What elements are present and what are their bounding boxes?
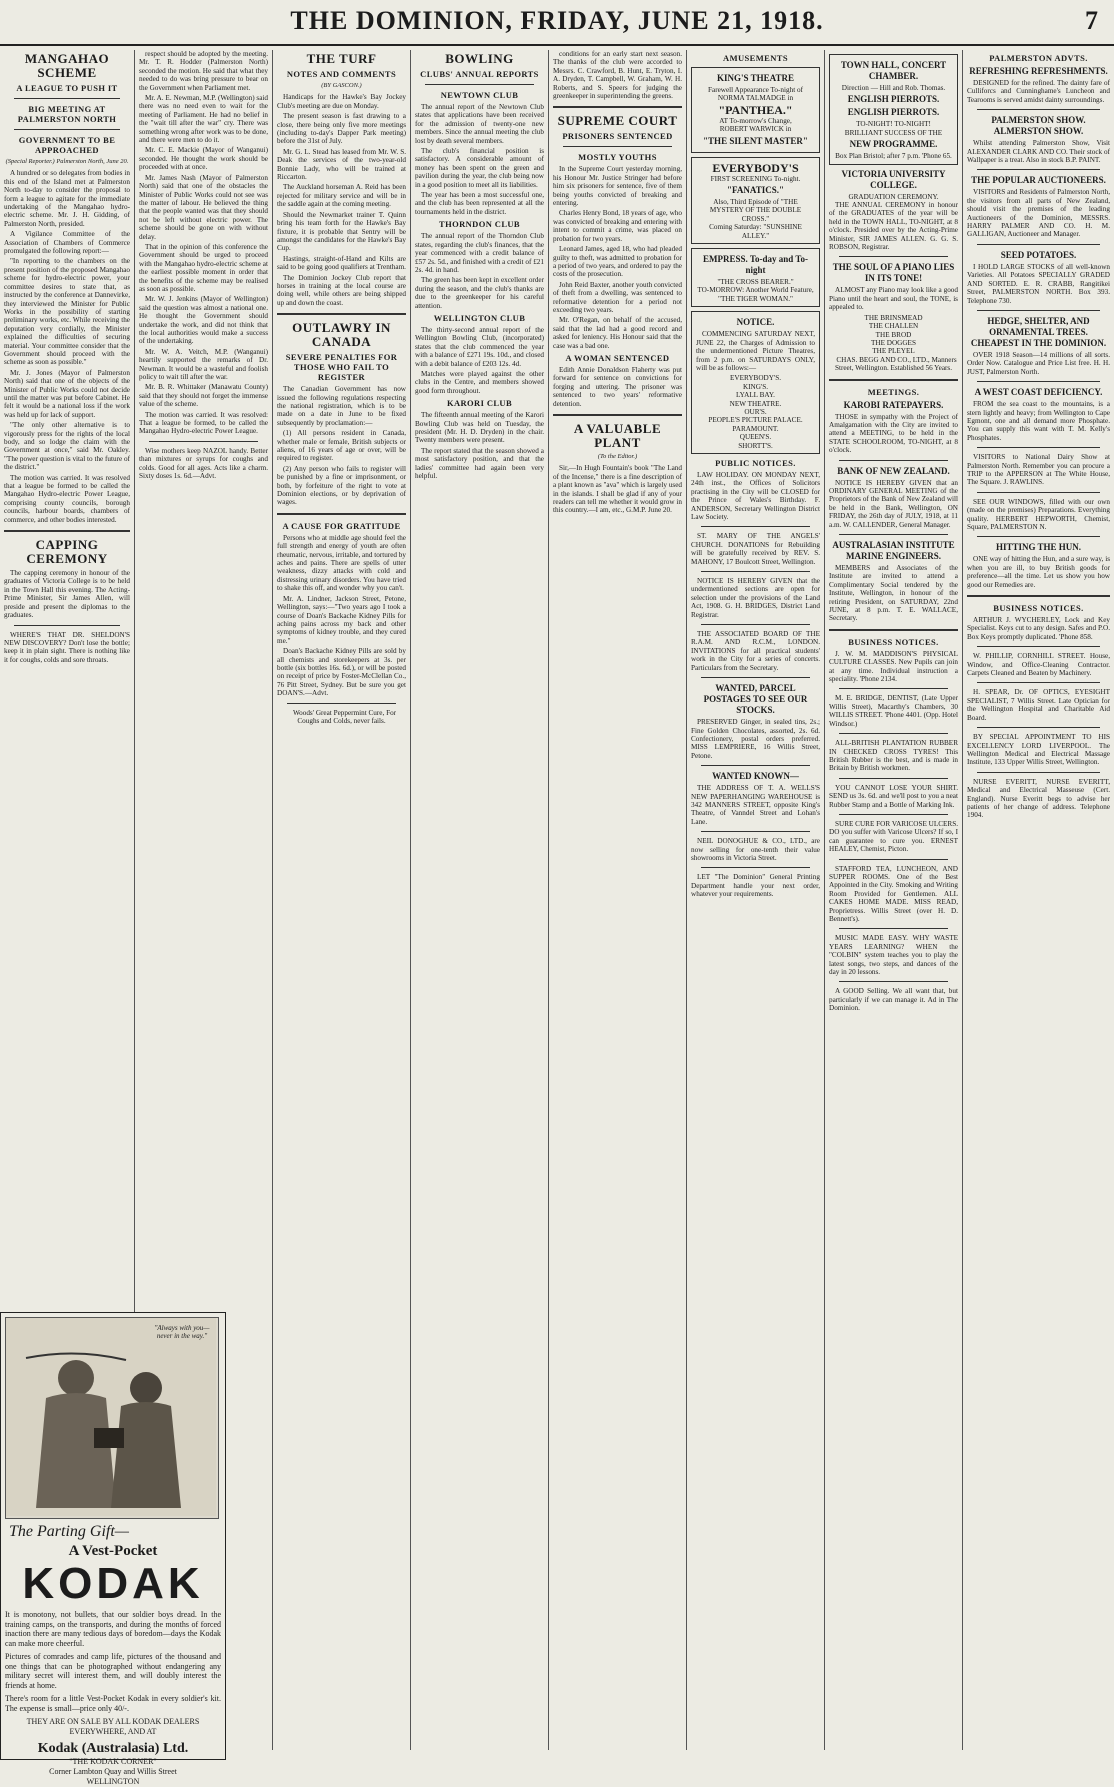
advertisement-text: WHERE'S THAT DR. SHELDON'S NEW DISCOVERY? Don't lose the bottle; keep it in plain sight. There is nothing like it for coughs, colds and sore throats. [4, 630, 130, 664]
divider [977, 310, 1100, 311]
section-heading: BUSINESS NOTICES. [993, 603, 1084, 614]
article-heading: OUTLAWRY IN CANADA [292, 320, 391, 350]
masthead-title: THE DOMINION, FRIDAY, JUNE 21, 1918. [290, 6, 824, 35]
kodak-address: Corner Lambton Quay and Willis Street [49, 1767, 177, 1776]
article-paragraph: The motion was carried. It was resolved: That a league be formed, to be called the Mangahao Hydro-electric Power League. [139, 410, 268, 436]
ad-body: VISITORS to National Dairy Show at Palmerston North. Remember you can procure a TRIP to the APPERSON at The White House, The Square. J. RAWLINS. [967, 453, 1110, 487]
divider [425, 84, 534, 85]
article-subheading: PRISONERS SENTENCED [562, 131, 673, 142]
article-paragraph: The thirty-second annual report of the Wellington Bowling Club, (incorporated) states that the club commenced the year with a balance of £271 19s. 10d., and closed with a debit balance of £203 12s. 4d. [415, 325, 544, 368]
divider [977, 772, 1100, 773]
article-paragraph: The Dominion Jockey Club report that horses in training at the local course are doing well, while others are being shipped up and down the coast. [277, 273, 406, 307]
ad-title: REFRESHING REFRESHMENTS. [969, 66, 1108, 76]
ad-title: PALMERSTON SHOW. ALMERSTON SHOW. [991, 115, 1086, 137]
business-notice: ALL-BRITISH PLANTATION RUBBER IN CHECKED CROSS TYRES! This British Rubber is the best, and is made in Britain by British workmen. [829, 739, 958, 773]
divider [4, 530, 130, 532]
ad-line: "THE TIGER WOMAN." [718, 294, 793, 303]
article-paragraph: Mr. A. Lindner, Jackson Street, Petone, Wellington, says:—"Two years ago I took a course of Doan's Backache Kidney Pills for aching pains across my back and other symptoms of kidney trouble, and they cured me." [277, 594, 406, 645]
ad-body: THE ANNUAL CEREMONY in honour of the GRADUATES of the year will be held in the TOWN HALL, TO-NIGHT, at 8 o'clock. Presided over by the Acting-Prime Minister, SIR JAMES ALLEN. G. G. S. ROBSON, Registrar. [829, 201, 958, 252]
divider [839, 859, 948, 860]
column-5 [549, 50, 686, 1750]
ad-title: EMPRESS. To-day and To-night [702, 254, 809, 276]
ad-line: NEW PROGRAMME. [849, 139, 938, 150]
business-notice: YOU CANNOT LOSE YOUR SHIRT. SEND us 3s. 6d. and we'll post to you a neat Rubber Stamp and a Bottle of Marking Ink. [829, 783, 958, 809]
town-hall-ad [829, 54, 958, 165]
ad-line: Box Plan Bristol; after 7 p.m. 'Phone 65. [835, 152, 952, 161]
article-paragraph: Should the Newmarket trainer T. Quinn bring his team forth for the Hawke's Bay fixture, it is probable that Sentry will be amongst the candidates for the Hawke's Bay Cup. [277, 210, 406, 253]
picture-theatres-notice [691, 311, 820, 454]
notice-list-item: PEOPLE'S PICTURE PALACE. [708, 416, 803, 425]
ad-body: OVER 1918 Season—14 millions of all sorts. Order Now. Catalogue and Price List free. H. H. JUST, Palmerston North. [967, 350, 1110, 376]
article-subheading: A LEAGUE TO PUSH IT [16, 83, 118, 93]
article-paragraph: The annual report of the Newtown Club states that applications have been received for the admission of twenty-one new members. Since the annual meeting the club lost by death several members. [415, 103, 544, 145]
column-2 [135, 50, 272, 1308]
article-subheading: A WOMAN SENTENCED [565, 352, 670, 363]
ad-body: SEE OUR WINDOWS, filled with our own (made on the premises) Preparations. Everything quality. HERBERT HEPWORTH, Chemist, Square, PALMERSTON N. [967, 497, 1110, 531]
ad-body: ONE way of hitting the Hun, and a sure way, is when you are ill, to buy British goods for preference—all the time. Let us show you how good our Remedies are. [967, 555, 1110, 589]
article-paragraph: Handicaps for the Hawke's Bay Jockey Club's meeting are due on Monday. [277, 93, 406, 110]
kings-theatre-ad [691, 67, 820, 153]
empress-ad [691, 248, 820, 307]
article-subheading: KARORI CLUB [446, 398, 513, 409]
ad-line: TO-NIGHT! TO-NIGHT! [856, 120, 931, 129]
business-notice: W. PHILLIP, CORNHILL STREET. House, Window, and Office-Cleaning Contractor. Carpets Cleaned and Beaten by Machinery. [967, 652, 1110, 678]
article-heading: SUPREME COURT [557, 113, 678, 129]
ad-title: HEDGE, SHELTER, AND ORNAMENTAL TREES. CHEAPEST IN THE DOMINION. [970, 315, 1107, 348]
ad-body: I HOLD LARGE STOCKS of all well-known Varieties. All Potatoes SPECIALLY GRADED AND SORTED. E. R. CRABB, Rangitikei Street, PALMERSTON NORTH. Box 393. Telephone 730. [967, 262, 1110, 305]
divider [977, 536, 1100, 537]
article-paragraph: Mr. C. E. Mackie (Mayor of Wanganui) seconded. He thought the work should be proceeded with at once. [139, 146, 268, 172]
ad-line: AT To-morrow's Change, [719, 116, 792, 125]
everybodys-ad [691, 157, 820, 244]
divider [563, 146, 672, 147]
section-heading: BUSINESS NOTICES. [848, 636, 939, 647]
kodak-advertisement [0, 1312, 226, 1786]
article-paragraph: Hastings, straight-of-Hand and Kilts are said to be going good qualifiers at Trentham. [277, 254, 406, 272]
business-notice: M. E. BRIDGE, DENTIST, (Late Upper Willis Street), Macarthy's Chambers, 30 WILLIS STREET. 'Phone 4401. (Opp. Hotel Windsor.) [829, 694, 958, 728]
piano-item: THE BROD [875, 330, 912, 339]
business-notice: J. W. M. MADDISON'S PHYSICAL CULTURE CLASSES. New Pupils can join at any time. Individual instruction a speciality. 'Phone 2134. [829, 649, 958, 684]
article-paragraph: The motion was carried. It was resolved that a league be formed to be called the Mangahao Hydro-electric Power League, comprising county councils, borough councils, harbour boards, chambers of commerce, and other bodies interested. [4, 473, 130, 524]
article-paragraph: "In reporting to the chambers on the present position of the proposed Mangahao scheme for hydro-electric power, your committee desires to state that, as instructed by the conference at Dannevirke, they interviewed the Minister for Public Works in the possibility of starting preliminary works, etc. While receiving the deputation very cordially, the Minister explained the difficulties of securing material. Your committee consider that the Government should proceed with the scheme as soon as possible." [4, 257, 130, 367]
article-paragraph: A hundred or so delegates from bodies in this end of the Island met at Palmerston North to-day to consider the proposal to form a league to agitate for the immediate undertaking of the Mangahao hydro-electric scheme. Mr. J. H. Gidding, of Palmerston North, presided. [4, 169, 130, 228]
ad-line: Also, Third Episode of "THE MYSTERY OF THE DOUBLE CROSS." [709, 198, 802, 223]
business-notice: SURE CURE FOR VARICOSE ULCERS. DO you suffer with Varicose Ulcers? If so, I can guarantee to cure you. ERNEST HEALEY, Chemist, Picton. [829, 819, 958, 854]
article-paragraph: The Auckland horseman A. Reid has been rejected for military service and will be in the saddle again at the coming meeting. [277, 183, 406, 209]
piano-item: THE PLEYEL [872, 347, 915, 356]
ad-line: "THE CROSS BEARER." [717, 278, 794, 287]
divider [839, 688, 948, 689]
section-heading: PALMERSTON ADVTS. [989, 53, 1088, 63]
article-paragraph: Mr. W. A. Veitch, M.P. (Wanganui) heartily supported the remarks of Dr. Newman. It would be a wasteful and foolish policy to wait till after the war. [139, 347, 268, 382]
kodak-body-1: It is monotony, not bullets, that our soldier boys dread. In the training camps, on the transports, and during the months of forced inaction there are many tedious days of boredom—days the Kodak can make more cheerful. [5, 1610, 221, 1648]
ad-line: ENGLISH PIERROTS. [847, 107, 940, 118]
wanted-heading: WANTED, PARCEL POSTAGES TO SEE OUR STOCKS. [703, 683, 808, 716]
divider [977, 381, 1100, 382]
kodak-gift-line: The Parting Gift— [9, 1523, 130, 1540]
article-paragraph: The club's financial position is satisfactory. A considerable amount of money has been spent on the green and pavilion during the year, the club being now in a good position to meet all its liabilities. [415, 147, 544, 189]
article-paragraph: The Canadian Government has now issued the following regulations respecting the national registration, which is to be made on a date in June to be fixed subsequently by proclamation:— [277, 385, 406, 427]
notice-list-item: LYALL BAY. [736, 391, 775, 400]
ad-line: "FANATICS." [727, 185, 784, 196]
ad-title: SEED POTATOES. [1000, 249, 1077, 260]
public-notice: THE ASSOCIATED BOARD OF THE R.A.M. AND R.C.M., LONDON. INVITATIONS for all practical students' work in the City for a series of concerts. Particulars from the Secretary. [691, 630, 820, 672]
divider [553, 106, 682, 108]
divider [829, 629, 958, 631]
article-paragraph: (2) Any person who fails to register will be punished by a fine or imprisonment, or both, by forfeiture of the right to vote at Dominion elections, or by deprivation of wages. [277, 464, 406, 507]
divider [701, 677, 810, 678]
divider [977, 492, 1100, 493]
article-heading: BOWLING [445, 51, 514, 66]
divider [977, 109, 1100, 110]
ad-line: BRILLIANT SUCCESS OF THE [844, 128, 943, 137]
divider [839, 981, 948, 982]
divider [829, 379, 958, 381]
divider [977, 727, 1100, 728]
column-1 [0, 50, 134, 1308]
divider [977, 447, 1100, 448]
article-paragraph: The capping ceremony in honour of the graduates of Victoria College is to be held in the Town Hall this evening. The Acting-Prime Minister, Sir James Allen, will preside and present the diplomas to the graduates. [4, 569, 130, 620]
business-notice: MUSIC MADE EASY. WHY WASTE YEARS LEARNING? WHEN the "COLBIN" system teaches you to play the latest songs, two steps, and dances of the day in 20 lessons. [829, 934, 958, 977]
ad-title: THE POPULAR AUCTIONEERS. [971, 175, 1106, 186]
notice-list-item: KING'S. [742, 382, 769, 391]
article-paragraph: respect should be adopted by the meeting. Mr. T. R. Hodder (Palmerston North) seconded the motion. He said that what they needed to do was bring pressure to bear on the Government when Parliament met. [139, 50, 268, 92]
business-notice: H. SPEAR, Dr. OF OPTICS, EYESIGHT SPECIALIST, 7 Willis Street. Late Optician for the Wellington Hospital and Charitable Aid Board. [967, 688, 1110, 722]
divider [14, 129, 120, 130]
business-notice: ARTHUR J. WYCHERLEY, Lock and Key Specialist. Keys cut to any design. Safes and P.O. Box Keys promptly duplicated. 'Phone 858. [967, 616, 1110, 641]
divider [839, 814, 948, 815]
article-subheading: GOVERNMENT TO BE APPROACHED [18, 135, 116, 155]
divider [977, 169, 1100, 170]
advertisement-text: Wise mothers keep NAZOL handy. Better than mixtures or syrups for coughs and colds. Good for all ages. Acts like a charm. Sixty doses 1s. 6d.—Advt. [139, 446, 268, 481]
article-paragraph: Mr. B. R. Whittaker (Manawatu County) said that they should not forget the immense value of the scheme. [139, 383, 268, 409]
divider [701, 624, 810, 625]
article-paragraph: (1) All persons resident in Canada, whether male or female, British subjects or aliens, of 16 years of age or over, will be required to register. [277, 429, 406, 463]
soldiers-illustration-icon [6, 1318, 216, 1516]
divider [553, 414, 682, 416]
piano-item: THE CHALLEN [868, 322, 919, 331]
divider [14, 98, 120, 99]
business-notice: STAFFORD TEA, LUNCHEON, AND SUPPER ROOMS. One of the Best Appointed in the City. Smoking and Writing Room Provided for Gentlemen. ALL CAKES HOME MADE. MISS READ, Proprietress. Willis Street (over H. D. Bennett's). [829, 864, 958, 923]
divider [277, 513, 406, 515]
article-paragraph: The fifteenth annual meeting of the Karori Bowling Club was held on Tuesday, the president (Mr. H. D. Dryden) in the chair. Twenty members were present. [415, 411, 544, 445]
article-paragraph: Matches were played against the other clubs in the Centre, and members showed good form throughout. [415, 369, 544, 395]
article-subheading: WELLINGTON CLUB [433, 312, 526, 323]
article-paragraph: Mr. A. E. Newman, M.P. (Wellington) said there was no need even to wait for the meeting of Parliament. He had no belief in the "wait till after the war" cry. There was something wrong after work was to be done, and there were men to do it. [139, 94, 268, 145]
divider [977, 244, 1100, 245]
ad-line: "THE SILENT MASTER" [703, 135, 808, 146]
article-subheading: CLUBS' ANNUAL REPORTS [420, 69, 539, 79]
business-notice: A GOOD Selling. We all want that, but particularly if we can manage it. Ad in The Dominion. [829, 987, 958, 1013]
divider [149, 441, 258, 442]
article-subheading: BIG MEETING AT PALMERSTON NORTH [17, 104, 117, 124]
article-subheading: NOTES AND COMMENTS [286, 69, 397, 79]
wanted-body: PRESERVED Ginger, in sealed tins, 2s.; Fine Golden Chocolates, assorted, 2s. 6d. Confectionery, postal orders preferred. MISS LEMPRIERE, 16 Willis Street, Petone. [691, 718, 820, 760]
ad-title: THE SOUL OF A PIANO LIES IN ITS TONE! [832, 262, 955, 284]
article-paragraph: Mr. James Nash (Mayor of Palmerston North) said that one of the obstacles the Minister of Public Works could not see was the matter of labour. He believed the thing that the people wanted was that they should not be left without electric power. The scheme should be gone on with without delay. [139, 173, 268, 241]
article-paragraph: The year has been a most successful one, and the club has been represented at all the tournaments held in the district. [415, 191, 544, 216]
ad-line: Farewell Appearance To-night of NORMA TALMADGE in [708, 86, 803, 103]
kodak-city: WELLINGTON [86, 1777, 140, 1786]
article-paragraph: Mr. W. J. Jenkins (Mayor of Wellington) said the question was almost a national one. He thought the Government should undertake the work, and did not think that the local authorities would make a success of the undertaking. [139, 295, 268, 346]
section-heading: PUBLIC NOTICES. [715, 457, 796, 468]
public-notice: LET "The Dominion" General Printing Department handle your next order, whatever your requirements. [691, 873, 820, 899]
public-notice: NOTICE IS HEREBY GIVEN that the undermentioned sections are open for selection under the provisions of the Land Act, 1908. G. H. BRIDGES, District Land Registrar. [691, 577, 820, 619]
notice-list-item: NEW THEATRE. [729, 399, 782, 408]
kodak-tagline: "Always with you—never in the way." [154, 1324, 210, 1340]
article-paragraph: Persons who at middle age should feel the full strength and energy of youth are often rheumatic, nervous, irritable, and tortured by aches and pains. There are spells of utter weakness, dizzy attacks with cold and distressing urinary disorders. You have tried to shake this off, and wonder why you can't. [277, 533, 406, 593]
divider [977, 646, 1100, 647]
ad-title: VICTORIA UNIVERSITY COLLEGE. [841, 168, 946, 190]
article-paragraph: Mr. J. Jones (Mayor of Palmerston North) said that one of the objects of the Minister of Public Works could not decide until the matter was put before Cabinet. He felt it would be a national loss if the work was held up for lack of support. [4, 368, 130, 419]
public-notice: NEIL DONOGHUE & CO., LTD., are now selling for one-tenth their value showrooms in Victoria Street. [691, 837, 820, 862]
divider [701, 526, 810, 527]
article-paragraph: Mr. G. L. Stead has leased from Mr. W. S. Deak the services of the two-year-old Bonnie Lady, who will be trained at Riccarton. [277, 147, 406, 182]
article-paragraph: A Vigilance Committee of the Association of Chambers of Commerce promulgated the following report:— [4, 230, 130, 256]
divider [839, 928, 948, 929]
kodak-body-3: There's room for a little Vest-Pocket Kodak in every soldier's kit. The expense is small—price only 40/-. [5, 1694, 221, 1713]
article-paragraph: John Reid Baxter, another youth convicted of theft from a dwelling, was sentenced to reformative detention for a period not exceeding two years. [553, 280, 682, 314]
column-6 [687, 50, 824, 1750]
article-subheading: NEWTOWN CLUB [440, 90, 519, 100]
notice-list-item: EVERYBODY'S. [729, 374, 781, 383]
divider [14, 625, 120, 626]
kodak-corner: "THE KODAK CORNER" [69, 1757, 157, 1766]
divider [977, 682, 1100, 683]
ad-title: EVERYBODY'S [712, 160, 799, 175]
public-notice: LAW HOLIDAY. ON MONDAY NEXT, 24th inst., the Offices of Solicitors practising in the City will be CLOSED for the Prince of Wales's Birthday. F. ANDERSON, Secretary Wellington District Law Society. [691, 470, 820, 521]
article-subheading: A CAUSE FOR GRATITUDE [282, 520, 401, 531]
byline: (BY GASCON.) [321, 82, 362, 89]
public-notice: ST. MARY OF THE ANGELS' CHURCH. DONATIONS for Rebuilding will be gratefully received by REV. S. MAHONY, 17 Boulcott Street, Wellington. [691, 532, 820, 566]
ad-subtitle: GRADUATION CEREMONY. [848, 192, 939, 201]
article-heading: A VALUABLE PLANT [573, 421, 662, 450]
piano-item: THE DOGGES [871, 338, 916, 347]
ad-body: MEMBERS and Associates of the Institute are invited to attend a Complimentary Social tendered by the Institute, Wellington, in honour of the retiring President, on SATURDAY, 22nd JUNE, at 8 p.m. T. E. WALLACE, Secretary. [829, 564, 958, 623]
divider [701, 831, 810, 832]
ad-body: THOSE in sympathy with the Project of Amalgamation with the City are invited to attend a MEETING, to be held in the STATE SCHOOLROOM, TO-NIGHT, at 8 o'clock. [829, 412, 958, 455]
editor-note: (To the Editor.) [597, 453, 638, 460]
divider [277, 313, 406, 315]
kodak-vest-pocket: A Vest-Pocket [68, 1543, 158, 1559]
ad-line: Coming Saturday: "SUNSHINE ALLEY." [709, 223, 802, 240]
section-heading: MEETINGS. [867, 386, 920, 397]
business-notice: BY SPECIAL APPOINTMENT TO HIS EXCELLENCY LORD LIVERPOOL. The Wellington Medical and Electrical Massage Institute, 133 Upper Willis Street, Wellington. [967, 733, 1110, 767]
article-paragraph: The report stated that the season showed a most satisfactory position, and that the ladies' committee had again been very helpful. [415, 446, 544, 481]
divider [839, 778, 948, 779]
masthead [0, 0, 1114, 46]
ad-body: VISITORS and Residents of Palmerston North, the visitors from all parts of New Zealand, should visit the premises of the leading Auctioneers of the Dominion, MESSRS. HARRY PALMER AND CO. H. M. GALLIGAN, Auctioneer and Manager. [967, 188, 1110, 239]
divider [701, 867, 810, 868]
advertisement-text: Woods' Great Peppermint Cure, For Coughs and Colds, never fails. [292, 708, 397, 725]
kodak-body-2: Pictures of comrades and camp life, pictures of the thousand and one things that can be photographed without endangering any military secret will interest them, and will doubly interest the friends at home. [5, 1652, 221, 1690]
kodak-sold-line: THEY ARE ON SALE BY ALL KODAK DEALERS EVERYWHERE, AND AT [26, 1717, 200, 1736]
article-subheading: SEVERE PENALTIES FOR THOSE WHO FAIL TO REGISTER [285, 352, 398, 383]
ad-title: BANK OF NEW ZEALAND. [837, 465, 950, 476]
ad-line: ENGLISH PIERROTS. [847, 94, 940, 105]
section-heading: AMUSEMENTS [723, 53, 788, 63]
kodak-brand: KODAK [22, 1559, 204, 1608]
ad-footer: CHAS. BEGG AND CO., LTD., Manners Street, Wellington. Established 56 Years. [834, 355, 957, 373]
notice-body: COMMENCING SATURDAY NEXT, JUNE 22, the Charges of Admission to the undermentioned Picture Theatres, from 2 p.m. on SATURDAYS ONLY, will be as follows:— [696, 330, 815, 372]
piano-item: THE BRINSMEAD [864, 313, 923, 322]
ad-line: Direction — Hill and Rob. Thomas. [841, 84, 946, 92]
ad-title: KAROBI RATEPAYERS. [843, 399, 944, 410]
divider [839, 460, 948, 461]
article-heading: MANGAHAO SCHEME [24, 51, 110, 80]
page-number: 7 [1085, 6, 1098, 35]
kodak-company: Kodak (Australasia) Ltd. [37, 1741, 189, 1756]
ad-body: ALMOST any Piano may look like a good Piano until the heart and soul, the TONE, is appealed to. [829, 286, 958, 312]
article-paragraph: Charles Henry Bond, 18 years of age, who was convicted of breaking and entering with intent to commit a crime, was placed on probation for two years. [553, 209, 682, 243]
article-paragraph: "The only other alternative is to vigorously press for the rights of the local body, and so lodge the claim with the Government at once," said Mr. Oakley. "The power question is vital to the future of the district." [4, 421, 130, 472]
article-subheading: MOSTLY YOUTHS [578, 152, 657, 163]
known-heading: WANTED KNOWN— [712, 771, 799, 782]
business-notice: NURSE EVERITT, NURSE EVERITT, Medical and Electrical Masseuse (Cert. England). Nurse Everitt begs to advise her patients of her change of address. Telephone 1904. [967, 777, 1110, 820]
article-paragraph: Doan's Backache Kidney Pills are sold by all chemists and storekeepers at 3s. per bottle (six bottles 16s. 6d.), or will be posted on receipt of price by Foster-McClellan Co., 76 Pitt Street, Sydney. But be sure you get DOAN'S.—Advt. [277, 647, 406, 698]
ad-title: A WEST COAST DEFICIENCY. [974, 387, 1103, 398]
ad-title: AUSTRALASIAN INSTITUTE MARINE ENGINEERS. [832, 540, 955, 561]
article-heading: THE TURF [306, 51, 377, 66]
ad-line: FIRST SCREENING To-night. [710, 174, 801, 183]
article-paragraph: Edith Annie Donaldson Flaherty was put forward for sentence on convictions for forging and uttering. The prisoner was sentenced to two years' reformative detention. [553, 365, 682, 408]
article-paragraph: Sir,—In Hugh Fountain's book "The Land of the Incense," there is a fine description of a plant known as "ava" which is largely used in the islands. I shall be glad if any of your readers can tell me whether it would grow in this country.—I am, etc., G.M.P. June 20. [553, 464, 682, 515]
column-3 [273, 50, 410, 1750]
divider [287, 703, 396, 704]
soldiers-illustration [5, 1317, 219, 1519]
article-paragraph: Leonard James, aged 18, who had pleaded guilty to theft, was admitted to probation for a period of two years, and ordered to pay the costs of the prosecution. [553, 245, 682, 279]
notice-list-item: OUR'S. [744, 407, 767, 416]
article-subheading: THORNDON CLUB [439, 219, 520, 230]
divider [701, 765, 810, 766]
ad-title: TOWN HALL, CONCERT CHAMBER. [840, 60, 947, 81]
notice-list-item: PARAMOUNT. [732, 424, 779, 433]
column-7 [825, 50, 962, 1750]
ad-title: HITTING THE HUN. [995, 542, 1082, 553]
ad-line: TO-MORROW: Another World Feature, [697, 286, 814, 295]
ad-line: "PANTHEA." [718, 102, 793, 117]
divider [967, 595, 1110, 597]
notice-list-item: SHORTT'S. [738, 441, 773, 450]
article-paragraph: The present season is fast drawing to a close, there being only five more meetings (including to-day's Dapper Park meeting) before the 31st of July. [277, 112, 406, 146]
article-heading: CAPPING CEREMONY [26, 537, 108, 567]
article-paragraph: The green has been kept in excellent order during the season, and the club's thanks are due to the greenkeeper for his careful attention. [415, 276, 544, 310]
dateline: (Special Reporter.) Palmerston North, June 20. [5, 158, 129, 165]
notice-list-item: QUEEN'S. [739, 433, 772, 442]
divider [701, 571, 810, 572]
article-paragraph: The annual report of the Thorndon Club states, regarding the club's finances, that the year commenced with a credit balance of £57 2s. 5d., and finished with a credit of £21 2s. 4d. in hand. [415, 232, 544, 274]
column-4 [411, 50, 548, 1750]
divider [839, 534, 948, 535]
article-paragraph: That in the opinion of this conference the Government should be urged to proceed with the Mangahao hydro-electric scheme at the earliest possible moment in order that the benefits of the scheme may be realised as soon as possible. [139, 242, 268, 293]
ad-title: NOTICE. [736, 317, 775, 328]
divider [839, 256, 948, 257]
ad-line: ROBERT WARWICK in [719, 125, 792, 134]
article-paragraph: conditions for an early start next season. The thanks of the club were accorded to Messrs. C. Crawford, B. Hunt, E. Tryton, I. A. Dryden, T. Campbell, W. Graham, W. H. Roberts, and S. Speers for judging the greenkeeper in superintending the greens. [553, 50, 682, 101]
ad-body: DESIGNED for the refined. The dainty fare of Culliforcs and Cunninghame's Luncheon and Tearooms is served amidst dainty surroundings. [967, 79, 1110, 104]
ad-body: FROM the sea coast to the mountains, is a stern lightly and heavy; from Wellington to Cape Egmont, one and all demand more Phosphate. You can supply this want with T. M. Kelly's Phosphates. [967, 400, 1110, 442]
known-body: THE ADDRESS OF T. A. WELLS'S NEW PAPERHANGING WAREHOUSE is 342 MANNERS STREET, opposite King's Theatre, of Vanndel Street and Lohan's Lane. [691, 784, 820, 826]
ad-body: Whilst attending Palmerston Show, Visit ALEXANDER CLARK AND CO. Their stock of Wallpaper is a treat. Also in stock B.P. PAINT. [967, 139, 1110, 165]
ad-body: NOTICE IS HEREBY GIVEN that an ORDINARY GENERAL MEETING of the Proprietors of the Bank of New Zealand will be held in the Bank, Wellington, ON FRIDAY, the 26th day of JULY, 1918, at 11 a.m. W. CALLENDER, General Manager. [829, 478, 958, 529]
ad-title: KING'S THEATRE [717, 73, 794, 83]
divider [839, 733, 948, 734]
column-8 [963, 50, 1114, 1750]
article-paragraph: Mr. O'Regan, on behalf of the accused, said that the lad had a good record and asked for leniency. His Honour said that the case was a bad one. [553, 316, 682, 350]
article-paragraph: In the Supreme Court yesterday morning, his Honour Mr. Justice Stringer had before him six prisoners for sentence, five of them being youths convicted of breaking and entering. [553, 165, 682, 208]
